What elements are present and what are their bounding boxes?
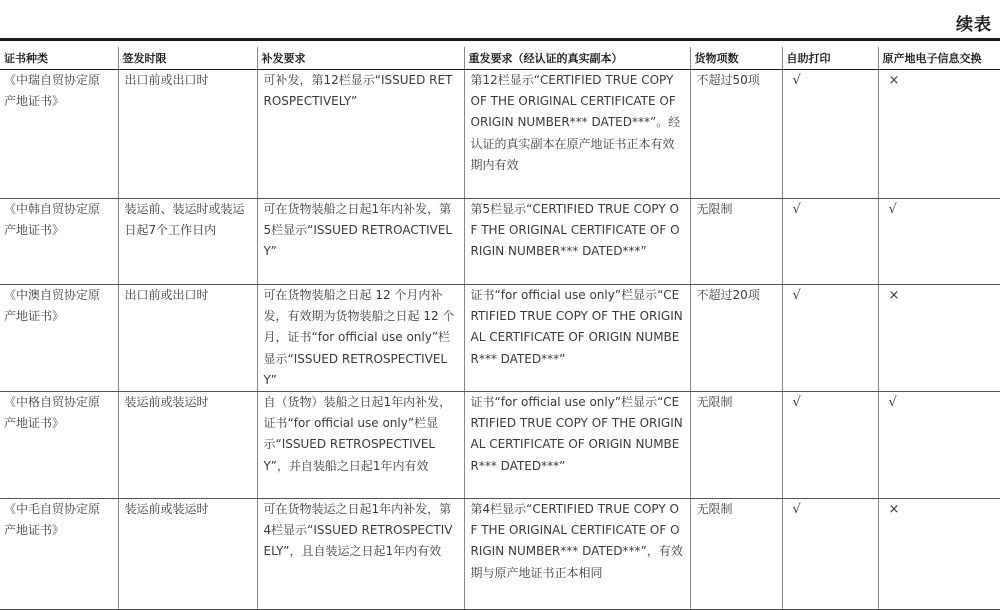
cell-cert-type: 《中澳自贸协定原产地证书》 bbox=[0, 285, 118, 392]
cell-item-count: 不超过20项 bbox=[690, 285, 782, 392]
cell-time-limit: 出口前或出口时 bbox=[118, 70, 257, 199]
cell-item-count: 无限制 bbox=[690, 499, 782, 610]
cell-reissue: 可在货物装船之日起 12 个月内补发，有效期为货物装船之日起 12 个月，证书“for official use only”栏显示“ISSUED RETROSPECTIVELY” bbox=[257, 285, 464, 392]
table-row bbox=[0, 70, 1000, 199]
cell-duplicate: 第12栏显示“CERTIFIED TRUE COPY OF THE ORIGINAL CERTIFICATE OF ORIGIN NUMBER*** DATED***”。经认证的真实副本在原产地证书正本有效期内有效 bbox=[464, 70, 690, 199]
cell-self-print: √ bbox=[782, 392, 878, 499]
certificate-table bbox=[0, 47, 1000, 610]
cell-reissue: 可补发，第12栏显示“ISSUED RETROSPECTIVELY” bbox=[257, 70, 464, 199]
table-header-row bbox=[0, 47, 1000, 70]
cell-e-exchange: × bbox=[878, 70, 1000, 199]
cell-e-exchange: × bbox=[878, 499, 1000, 610]
cell-reissue: 可在货物装运之日起1年内补发，第4栏显示“ISSUED RETROSPECTIVELY”，且自装运之日起1年内有效 bbox=[257, 499, 464, 610]
cell-self-print: √ bbox=[782, 499, 878, 610]
cell-cert-type: 《中格自贸协定原产地证书》 bbox=[0, 392, 118, 499]
cell-reissue: 可在货物装船之日起1年内补发，第5栏显示“ISSUED RETROACTIVELY” bbox=[257, 199, 464, 285]
cell-item-count: 无限制 bbox=[690, 199, 782, 285]
cell-item-count: 无限制 bbox=[690, 392, 782, 499]
page-title: 续表 bbox=[956, 15, 992, 35]
cell-duplicate: 证书“for official use only”栏显示“CERTIFIED TRUE COPY OF THE ORIGINAL CERTIFICATE OF ORIGIN NUMBER*** DATED***” bbox=[464, 285, 690, 392]
table-row bbox=[0, 499, 1000, 610]
cell-e-exchange: √ bbox=[878, 199, 1000, 285]
table-row bbox=[0, 199, 1000, 285]
header-e-exchange: 原产地电子信息交换 bbox=[878, 47, 1000, 70]
cell-item-count: 不超过50项 bbox=[690, 70, 782, 199]
cell-reissue: 自（货物）装船之日起1年内补发，证书“for official use only”栏显示“ISSUED RETROSPECTIVELY”，并自装船之日起1年内有效 bbox=[257, 392, 464, 499]
cell-e-exchange: × bbox=[878, 285, 1000, 392]
header-cert-type: 证书种类 bbox=[0, 47, 118, 70]
cell-time-limit: 出口前或出口时 bbox=[118, 285, 257, 392]
cell-time-limit: 装运前或装运时 bbox=[118, 499, 257, 610]
cell-cert-type: 《中瑞自贸协定原产地证书》 bbox=[0, 70, 118, 199]
cell-time-limit: 装运前、装运时或装运日起7个工作日内 bbox=[118, 199, 257, 285]
cell-duplicate: 第5栏显示“CERTIFIED TRUE COPY OF THE ORIGINAL CERTIFICATE OF ORIGIN NUMBER*** DATED***” bbox=[464, 199, 690, 285]
cell-cert-type: 《中毛自贸协定原产地证书》 bbox=[0, 499, 118, 610]
cell-self-print: √ bbox=[782, 70, 878, 199]
header-time-limit: 签发时限 bbox=[118, 47, 257, 70]
header-self-print: 自助打印 bbox=[782, 47, 878, 70]
cell-cert-type: 《中韩自贸协定原产地证书》 bbox=[0, 199, 118, 285]
cell-duplicate: 证书“for official use only”栏显示“CERTIFIED TRUE COPY OF THE ORIGINAL CERTIFICATE OF ORIGIN NUMBER*** DATED***” bbox=[464, 392, 690, 499]
table-row bbox=[0, 285, 1000, 392]
table-row bbox=[0, 392, 1000, 499]
cell-time-limit: 装运前或装运时 bbox=[118, 392, 257, 499]
header-duplicate: 重发要求（经认证的真实副本） bbox=[464, 47, 690, 70]
cell-e-exchange: √ bbox=[878, 392, 1000, 499]
cell-self-print: √ bbox=[782, 199, 878, 285]
top-rule bbox=[0, 38, 1000, 41]
header-reissue: 补发要求 bbox=[257, 47, 464, 70]
cell-self-print: √ bbox=[782, 285, 878, 392]
header-item-count: 货物项数 bbox=[690, 47, 782, 70]
cell-duplicate: 第4栏显示“CERTIFIED TRUE COPY OF THE ORIGINAL CERTIFICATE OF ORIGIN NUMBER*** DATED***”，有效期与原产地证书正本相同 bbox=[464, 499, 690, 610]
